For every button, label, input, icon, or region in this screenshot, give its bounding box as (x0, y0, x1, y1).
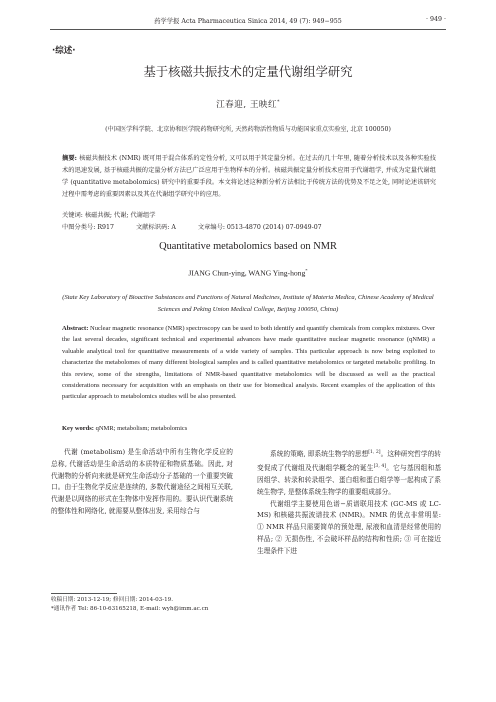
corresponding-author-contact: *通讯作者 Tel: 86-10-63165218, E-mail: wyh@imm.ac.cn (51, 606, 209, 613)
footnotes (51, 596, 241, 615)
chinese-affiliation: (中国医学科学院、北京协和医学院药物研究所, 天然药物活性物质与功能国家重点实验室, 北京 100050) (105, 126, 391, 133)
citation-ref: [3, 4] (373, 464, 387, 470)
body-text: 。它与基因组和基因组学、转录和转录组学、蛋白组和蛋白组学等一起构成了系统生物学, 是整体系统生物学的重要组成部分。 (257, 464, 442, 496)
running-header (50, 15, 446, 30)
chinese-author-names: 江春迎, 王映红 (216, 100, 278, 110)
citation-ref: [1, 2] (368, 450, 381, 455)
classification-line (62, 222, 436, 231)
chinese-abstract (62, 153, 436, 201)
chinese-abstract-text: 核磁共振技术 (NMR) 既可用于混合体系的定性分析, 又可以用于其定量分析。在过去的几十年里, 随着分析技术以及各种实验技术的迅速发展, 基于核磁共振的定量分析方法已广泛应用于生物样本的分析。核磁共振定量分析技术应用于代谢组学, 并成为定量代谢组学 (quantitative metabolomics) 研究中的重要手段。本文将论述这种新分析方法相比于传统方法的优势及不足之处, 同时论述该研究过程中需考虑的重要因素以及其在代谢组学研究中的应用。 (62, 155, 437, 198)
body-paragraph: 代谢 (metabolism) 是生命活动中所有生物化学反应的总称, 代谢活动是生命活动的本质特征和物质基础。因此, 对代谢物的分析向来就是研究生命活动分子基础的一个重要突破口。由于生物化学反应是连续的, 多数代谢途径之间相互关联, 代谢是以网络的形式在生物体中发挥作用的。要认识代谢系统的整体性和网络化, 就需要从整体出发, 采用综合与 (51, 448, 233, 515)
english-keywords-label: Key words: (62, 425, 94, 432)
page-number: · 949 · (425, 16, 446, 23)
english-author-names: JIANG Chun-ying, WANG Ying-hong (188, 268, 306, 278)
body-paragraph: 代谢组学主要使用色谱−质谱联用技术 (GC-MS 或 LC-MS) 和核磁共振波谱技术 (NMR)。NMR 的优点非常明显: ① NMR 样品只需要简单的预处理, 尿液和血清是经常使用的样品; ② 无损伤性, 不会破坏样品的结构和性质; ③ 可在接近生理条件下进 (257, 499, 441, 555)
body-column-left (51, 447, 233, 518)
body-text: 。这种研究哲学的转变促成了代谢组及代谢组学概念的诞生 (257, 450, 441, 473)
body-column-right (257, 447, 441, 558)
english-keywords (62, 425, 435, 432)
chinese-title: 基于核磁共振技术的定量代谢组学研究 (143, 65, 353, 79)
chinese-keywords: 关键词: 核磁共振; 代谢; 代谢组学 (62, 212, 156, 219)
english-corresponding-mark: * (305, 268, 308, 273)
chinese-abstract-label: 摘要: (62, 155, 77, 162)
received-dates: 收稿日期: 2013-12-19; 修回日期: 2014-03-19. (51, 597, 174, 603)
corresponding-mark: * (277, 100, 280, 106)
english-keywords-text: qNMR; metabolism; metabolomics (93, 425, 188, 432)
english-abstract (62, 323, 435, 403)
body-paragraph (257, 447, 441, 499)
clc-number: 中图分类号: R917 (62, 224, 114, 231)
english-title: Quantitative metabolomics based on NMR (159, 241, 337, 252)
english-authors (0, 268, 496, 278)
english-abstract-text: Nuclear magnetic resonance (NMR) spectroscopy can be used to both identify and quantify chemicals from complex mixtures. Over the last several decades, significant technical and experimental advances have made quantitative nuclear magnetic resonance (qNMR) a valuable analytical tool for quantitative measurements of a wide variety of samples. This particular approach is now being exploited to characterize the metabolomes of many different biological samples and is called quantitative metabolomics or targeted metabolic profiling. In this review, some of the strengths, limitations of NMR-based quantitative metabolomics will be discussed as well as the practical considerations necessary for acquisition with an emphasis on their use for biomedical analysis. Recent examples of the application of this particular approach to metabolomics studies will be also presented. (62, 325, 435, 401)
document-code: 文献标识码: A (135, 224, 176, 231)
footnote-divider (51, 593, 117, 594)
article-number: 文章编号: 0513-4870 (2014) 07-0949-07 (197, 224, 322, 231)
journal-citation: 药学学报 Acta Pharmaceutica Sinica 2014, 49 (7): 949−955 (154, 18, 342, 25)
english-affiliation: (State Key Laboratory of Bioactive Substances and Functions of Natural Medicines, Institute of Materia Medica, Chinese Academy of Medical Sciences and Peking Union Medical College, Beijing 100050, China) (62, 294, 434, 313)
english-abstract-label: Abstract: (62, 325, 89, 332)
section-tag: ·综述· (52, 46, 76, 56)
body-text: 系统的策略, 即系统生物学的思想 (270, 450, 369, 459)
chinese-authors (0, 98, 496, 110)
